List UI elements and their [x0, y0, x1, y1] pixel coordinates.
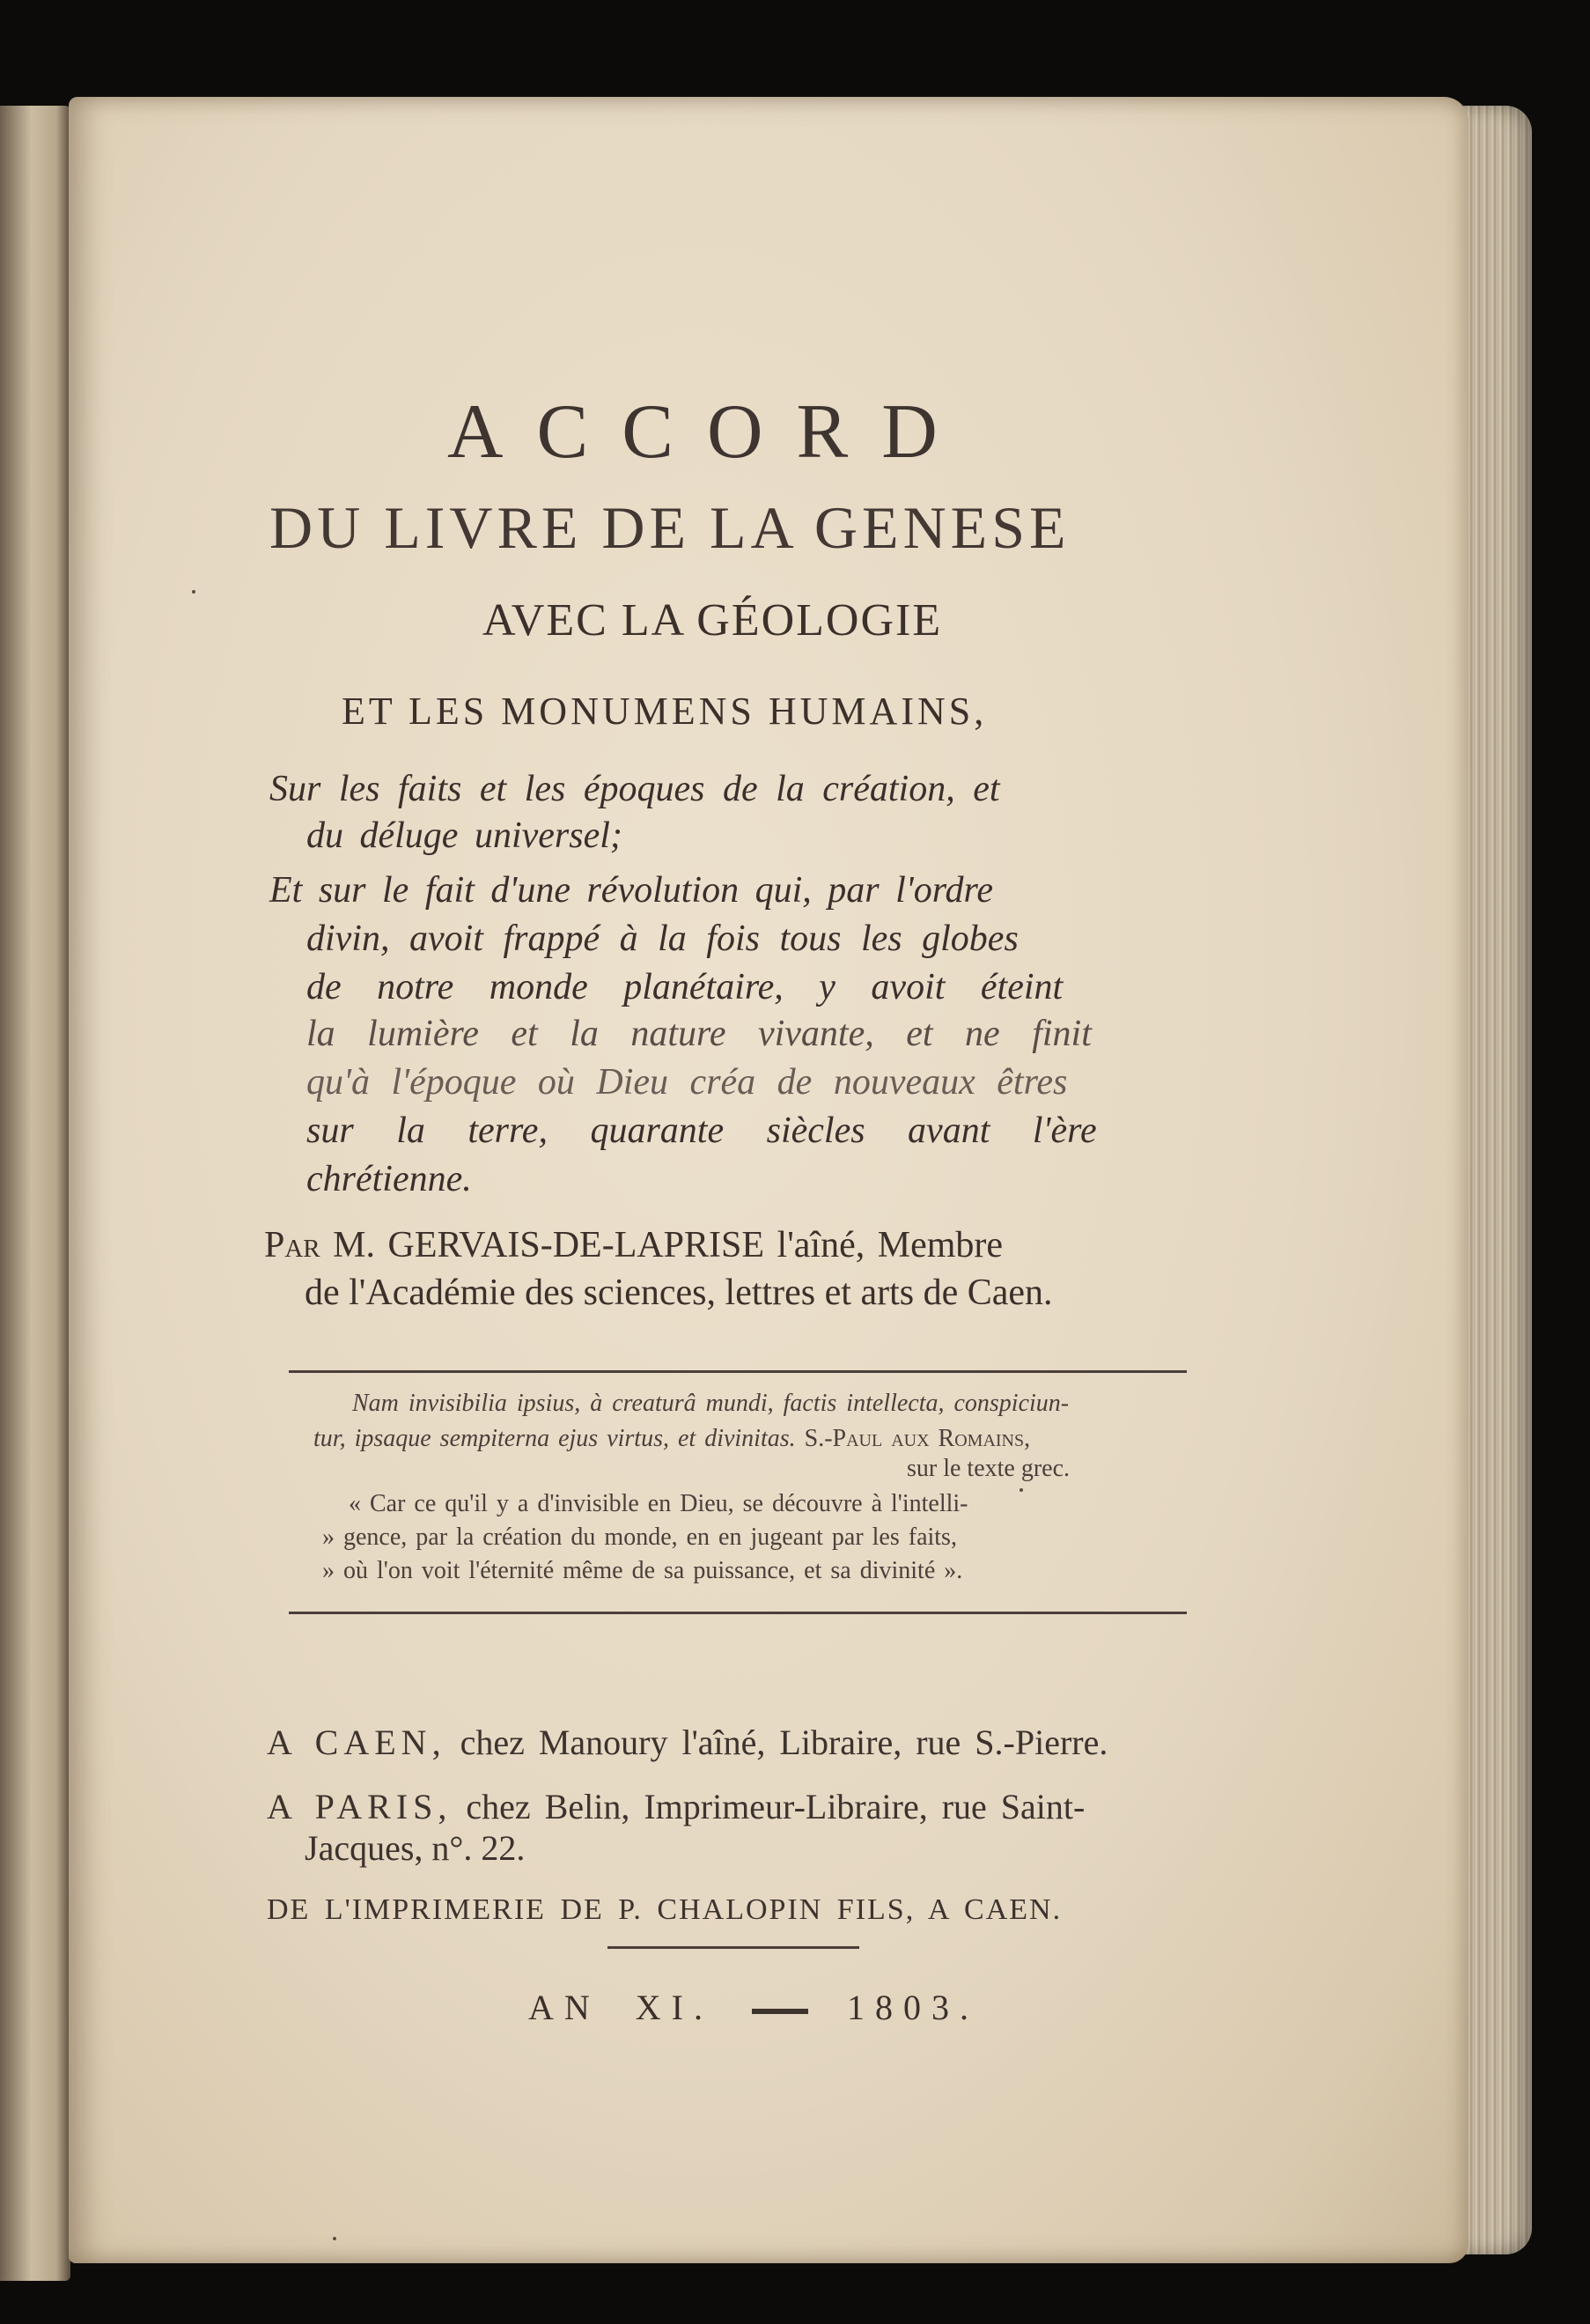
title-monumens: ET LES MONUMENS HUMAINS,: [342, 690, 988, 733]
epigraph-french-line: » où l'on voit l'éternité même de sa puissance, et sa divinité ».: [322, 1557, 963, 1584]
author-line: [264, 1224, 1003, 1266]
epigraph-top-rule: [289, 1370, 1187, 1373]
date-year-label: AN XI.: [528, 1988, 713, 2027]
paper-speck: [333, 2237, 336, 2240]
epigraph-bottom-rule: [289, 1612, 1187, 1614]
date-dash: [752, 2009, 808, 2014]
epigraph-french-line: » gence, par la création du monde, en en jugeant par les faits,: [322, 1524, 957, 1551]
epigraph-french-line: « Car ce qu'il y a d'invisible en Dieu, se découvre à l'intelli-: [349, 1490, 968, 1517]
subtitle-line: chrétienne.: [306, 1159, 472, 1199]
title-geologie: AVEC LA GÉOLOGIE: [482, 595, 943, 646]
imprint-caen: [267, 1722, 1108, 1763]
imprint-paris-address: Jacques, n°. 22.: [305, 1828, 526, 1868]
subtitle-line: Et sur le fait d'une révolution qui, par l'ordre: [269, 870, 993, 911]
imprint-paris: [267, 1786, 1085, 1827]
subtitle-line: qu'à l'époque où Dieu créa de nouveaux êtres: [306, 1062, 1068, 1103]
paper-speck: [1020, 1488, 1023, 1492]
epigraph-reference: sur le texte grec.: [907, 1455, 1071, 1482]
author-affiliation: de l'Académie des sciences, lettres et arts de Caen.: [305, 1273, 1053, 1313]
date-year: 1803.: [846, 1988, 979, 2027]
subtitle-line: divin, avoit frappé à la fois tous les globes: [306, 919, 1019, 959]
subtitle-line: la lumière et la nature vivante, et ne finit: [306, 1014, 1092, 1054]
imprint-paris-details: chez Belin, Imprimeur-Libraire, rue Saint-: [466, 1787, 1086, 1826]
left-facing-page: [0, 106, 70, 2281]
paper-speck: [192, 590, 195, 594]
subtitle-line: de notre monde planétaire, y avoit éteint: [306, 967, 1064, 1007]
author-name: M. GERVAIS-DE-LAPRISE l'aîné, Membre: [333, 1225, 1004, 1265]
imprint-caen-details: chez Manoury l'aîné, Libraire, rue S.-Pierre.: [460, 1723, 1108, 1762]
title-livre-genese: DU LIVRE DE LA GENESE: [269, 494, 1071, 561]
imprint-printer: DE L'IMPRIMERIE DE P. CHALOPIN FILS, A CAEN.: [267, 1893, 1063, 1926]
epigraph-latin-line: [313, 1425, 1030, 1453]
title-accord: ACCORD: [447, 389, 971, 475]
epigraph-latin-text: tur, ipsaque sempiterna ejus virtus, et divinitas.: [313, 1425, 796, 1452]
imprint-caen-city: A CAEN,: [267, 1723, 446, 1762]
author-by: Par: [264, 1225, 320, 1265]
publication-date: [528, 1987, 979, 2028]
subtitle-line: sur la terre, quarante siècles avant l'ère: [306, 1110, 1097, 1151]
imprint-rule: [607, 1946, 859, 1949]
subtitle-line: Sur les faits et les époques de la création, et: [269, 769, 1000, 809]
epigraph-source: S.-Paul aux Romains,: [804, 1425, 1031, 1452]
title-page: [69, 97, 1469, 2263]
subtitle-line: du déluge universel;: [306, 815, 622, 856]
imprint-paris-city: A PARIS,: [267, 1787, 453, 1826]
epigraph-latin-line: Nam invisibilia ipsius, à creaturâ mundi, factis intellecta, conspiciun-: [352, 1390, 1070, 1417]
